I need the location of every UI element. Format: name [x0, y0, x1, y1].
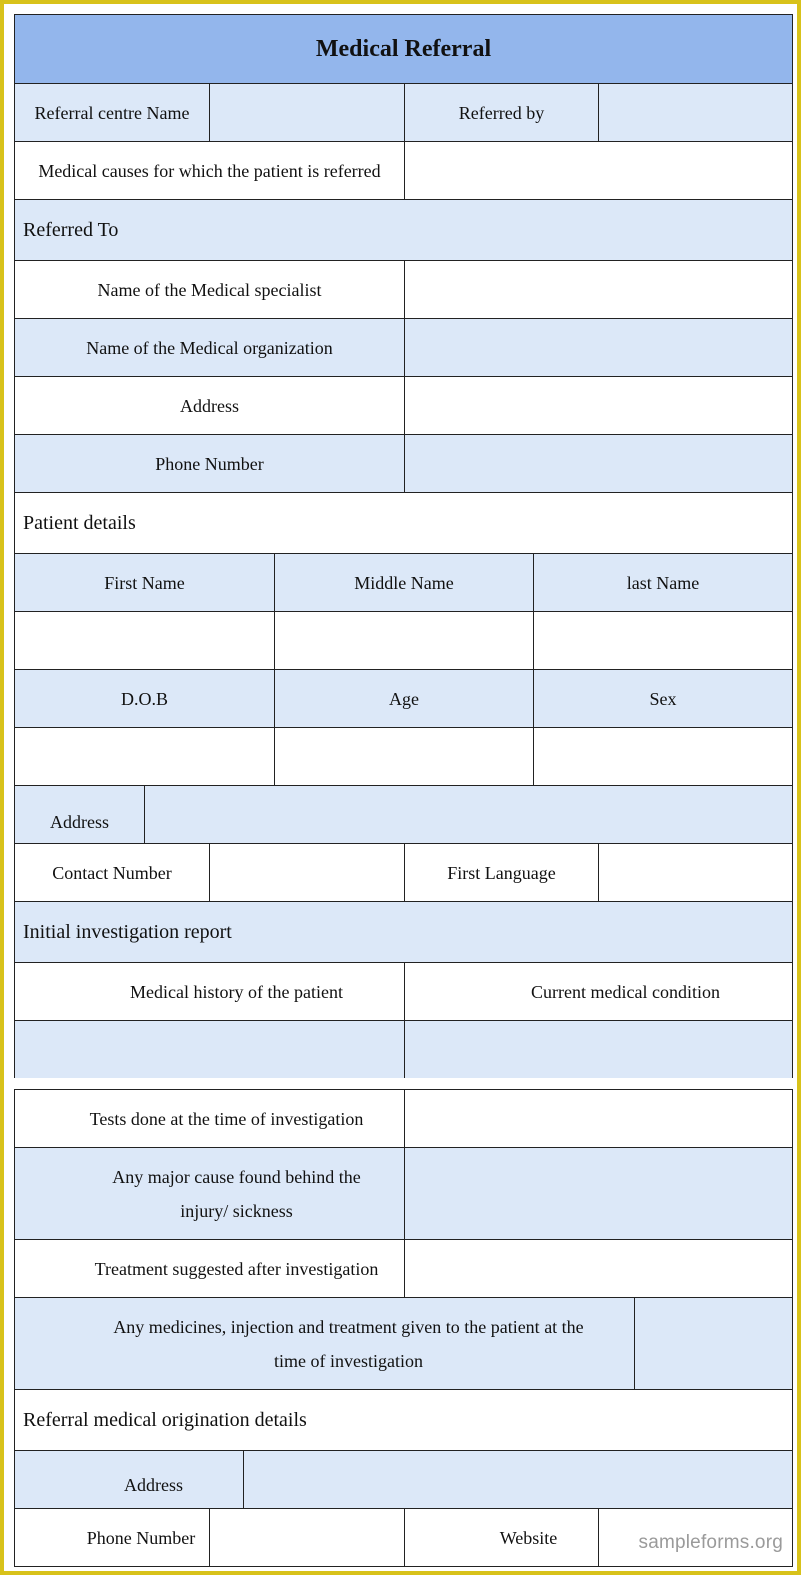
medicines-label — [14, 1297, 635, 1390]
form-title — [14, 14, 793, 84]
tests-done-input[interactable] — [404, 1089, 793, 1148]
first-language-label-text: First Language — [447, 862, 556, 883]
referred-by-label-text: Referred by — [458, 102, 545, 123]
contact-number-label-text: Contact Number — [52, 862, 172, 883]
organization-label — [14, 318, 405, 377]
treatment-suggested-label-text: Treatment suggested after investigation — [94, 1258, 379, 1279]
current-condition-label — [404, 962, 793, 1021]
investigation-heading — [14, 901, 793, 963]
medical-history-label — [14, 962, 405, 1021]
organization-label-text: Name of the Medical organization — [86, 337, 333, 358]
watermark: sampleforms.org — [638, 1532, 783, 1553]
tests-done-label-text: Tests done at the time of investigation — [89, 1108, 364, 1129]
dob-label — [14, 669, 275, 728]
origination-address-label — [14, 1450, 244, 1509]
middle-name-label-text: Middle Name — [354, 572, 454, 593]
first-language-input[interactable] — [598, 843, 793, 902]
referred-to-heading-text: Referred To — [23, 219, 119, 241]
patient-details-heading — [14, 492, 793, 554]
organization-input[interactable] — [404, 318, 793, 377]
treatment-suggested-label — [14, 1239, 405, 1298]
investigation-heading-text: Initial investigation report — [23, 921, 232, 943]
referred-phone-input[interactable] — [404, 434, 793, 493]
major-cause-line1: Any major cause found behind the — [112, 1166, 361, 1187]
referred-by-input[interactable] — [598, 83, 793, 142]
last-name-input[interactable] — [533, 611, 793, 670]
medicines-line2: time of investigation — [274, 1350, 423, 1371]
website-label-text: Website — [499, 1527, 558, 1548]
referral-centre-input[interactable] — [209, 83, 405, 142]
major-cause-line2: injury/ sickness — [180, 1200, 293, 1221]
referral-centre-label — [14, 83, 210, 142]
patient-address-label-text: Address — [50, 811, 109, 832]
last-name-label — [533, 553, 793, 612]
specialist-input[interactable] — [404, 260, 793, 319]
referred-to-heading — [14, 199, 793, 261]
major-cause-input[interactable] — [404, 1147, 793, 1240]
referred-address-input[interactable] — [404, 376, 793, 435]
medical-history-input[interactable] — [14, 1020, 405, 1079]
current-condition-input[interactable] — [404, 1020, 793, 1079]
medical-history-label-text: Medical history of the patient — [130, 981, 343, 1002]
contact-number-label — [14, 843, 210, 902]
major-cause-label — [14, 1147, 405, 1240]
sex-input[interactable] — [533, 727, 793, 786]
first-language-label — [404, 843, 599, 902]
first-name-label-text: First Name — [104, 572, 185, 593]
medicines-input[interactable] — [634, 1297, 793, 1390]
website-label — [404, 1508, 599, 1567]
referred-address-label — [14, 376, 405, 435]
specialist-label — [14, 260, 405, 319]
contact-number-input[interactable] — [209, 843, 405, 902]
origination-phone-label — [14, 1508, 210, 1567]
medicines-line1: Any medicines, injection and treatment given to the patient at the — [113, 1316, 584, 1337]
middle-name-label — [274, 553, 534, 612]
tests-done-label — [14, 1089, 405, 1148]
origination-phone-input[interactable] — [209, 1508, 405, 1567]
first-name-input[interactable] — [14, 611, 275, 670]
specialist-label-text: Name of the Medical specialist — [97, 279, 322, 300]
origination-address-label-text: Address — [124, 1474, 183, 1495]
referral-centre-label-text: Referral centre Name — [34, 102, 190, 123]
patient-address-label — [14, 785, 145, 844]
medical-causes-label — [14, 141, 405, 200]
current-condition-label-text: Current medical condition — [531, 981, 720, 1002]
origination-heading — [14, 1389, 793, 1451]
referred-by-label — [404, 83, 599, 142]
treatment-suggested-input[interactable] — [404, 1239, 793, 1298]
referred-address-label-text: Address — [180, 395, 239, 416]
age-input[interactable] — [274, 727, 534, 786]
patient-address-input[interactable] — [144, 785, 793, 844]
origination-address-input[interactable] — [243, 1450, 793, 1509]
origination-heading-text: Referral medical origination details — [23, 1409, 307, 1431]
form-title-text: Medical Referral — [315, 36, 492, 62]
patient-details-heading-text: Patient details — [23, 512, 136, 534]
medical-causes-label-text: Medical causes for which the patient is referred — [38, 160, 381, 181]
dob-input[interactable] — [14, 727, 275, 786]
medical-causes-input[interactable] — [404, 141, 793, 200]
age-label-text: Age — [389, 688, 419, 709]
first-name-label — [14, 553, 275, 612]
referred-phone-label-text: Phone Number — [155, 453, 264, 474]
sex-label — [533, 669, 793, 728]
sex-label-text: Sex — [649, 688, 677, 709]
middle-name-input[interactable] — [274, 611, 534, 670]
origination-phone-label-text: Phone Number — [86, 1527, 196, 1548]
dob-label-text: D.O.B — [120, 688, 168, 709]
age-label — [274, 669, 534, 728]
last-name-label-text: last Name — [626, 572, 700, 593]
referred-phone-label — [14, 434, 405, 493]
